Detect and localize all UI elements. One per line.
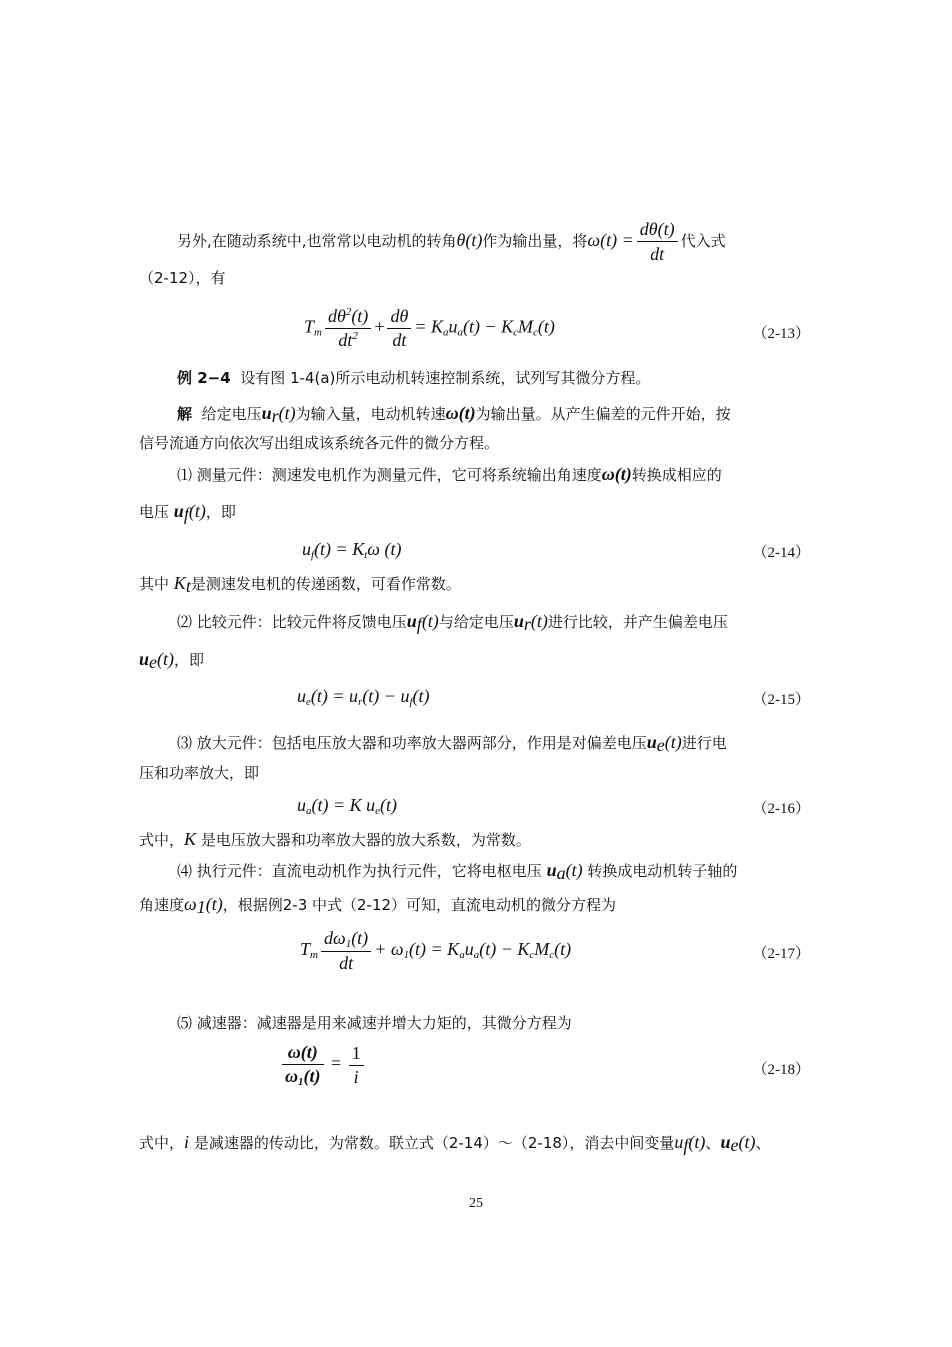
example-label: 例 2−4: [177, 369, 231, 387]
solution-label: 解: [177, 405, 193, 423]
item5-line: ⑸ 减速器：减速器是用来减速并增大力矩的，其微分方程为: [177, 1014, 572, 1032]
item1-line2: 电压 $u_f(t)$，即: [139, 501, 236, 524]
fraction-dtheta-dt: [637, 218, 678, 265]
fraction: $\frac{1}{i}$: [349, 1043, 364, 1088]
item4-line1: ⑷ 执行元件：直流电动机作为执行元件，它将电枢电压 $u_a(t)$ 转换成电动机转子轴的: [177, 860, 738, 883]
equation-2-13: $T_m$ $\frac{d\theta^2(t)}{dt^2}$ + $\frac{d\theta}{dt}$ = $K_au_a(t) - K_cM_c(t)$: [304, 306, 555, 350]
equation-number: （2-14）: [752, 545, 810, 561]
equation-number: （2-15）: [752, 692, 810, 708]
item3-line1: ⑶ 放大元件：包括电压放大器和功率放大器两部分，作用是对偏差电压$u_e(t)$进行电: [177, 732, 727, 755]
solution-line2: 信号流通方向依次写出组成该系统各元件的微分方程。: [139, 434, 500, 452]
text: 作为输出量，将: [482, 232, 588, 250]
item2-line1: ⑵ 比较元件：比较元件将反馈电压$u_f(t)$与给定电压$u_r(t)$进行比较，并产生偏差电压: [177, 611, 728, 634]
example-line: [177, 367, 650, 389]
fraction-denominator: dt: [650, 244, 665, 264]
fraction: $\frac{d\theta}{dt}$: [387, 306, 411, 351]
solution-line1: 解 给定电压$u_r(t)$为输入量，电动机转速ω(t)为输出量。从产生偏差的元件开始，按: [177, 403, 731, 426]
item2-line2: $u_e(t)$，即: [139, 649, 205, 672]
equation-2-16: $u_a(t) = K$ $u_e(t)$: [297, 795, 398, 817]
equation-number: （2-18）: [752, 1062, 810, 1078]
fraction: $\frac{d\omega_1(t)}{dt}$: [321, 928, 371, 974]
fraction: $\frac{\omega(t)}{\omega_1(t)}$: [282, 1042, 324, 1088]
fraction: $\frac{d\theta^2(t)}{dt^2}$: [325, 306, 371, 351]
item3-line2: 压和功率放大，即: [139, 764, 260, 782]
equation-2-15: $u_e(t) = u_r(t) - u_f(t)$: [297, 686, 430, 708]
equation-2-17: $T_m$ $\frac{d\omega_1(t)}{dt}$ + $\omega_1(t) = K_au_a(t) - K_cM_c(t)$: [300, 928, 572, 973]
equation-number: （2-13）: [752, 326, 810, 342]
paragraph-intro-line1: [177, 218, 726, 265]
paragraph-intro-line2: （2-12），有: [139, 269, 226, 287]
equation-2-14: $u_f(t) = K_t\omega$ (t): [302, 539, 402, 561]
text: 代入式: [680, 232, 726, 250]
page-number: 25: [469, 1196, 483, 1211]
text: 另外,在随动系统中,也常常以电动机的转角: [177, 232, 457, 250]
math-theta: θ(t): [456, 230, 483, 250]
math-omega: ω(t) =: [587, 230, 634, 250]
text: 设有图 1-4(a)所示电动机转速控制系统，试列写其微分方程。: [240, 369, 651, 387]
last-line: 式中，i 是减速器的传动比，为常数。联立式（2-14）～（2-18），消去中间变量$u_f(t)$、$u_e(t)$、: [139, 1132, 771, 1155]
equation-2-18: $\frac{\omega(t)}{\omega_1(t)}$ = $\frac{1}{i}$: [279, 1042, 367, 1088]
item4-line2: 角速度$\omega_1(t)$，根据例2-3 中式（2-12）可知，直流电动机的微分方程为: [139, 894, 617, 917]
equation-number: （2-17）: [752, 946, 810, 962]
item1-line1: ⑴ 测量元件：测速发电机作为测量元件，它可将系统输出角速度ω(t)转换成相应的: [177, 464, 722, 484]
after-2-16: 式中，K 是电压放大器和功率放大器的放大系数，为常数。: [139, 829, 531, 849]
after-2-14: 其中 $K_t$是测速发电机的传递函数，可看作常数。: [139, 573, 461, 596]
equation-number: （2-16）: [752, 801, 810, 817]
fraction-numerator: dθ(t): [637, 218, 678, 242]
